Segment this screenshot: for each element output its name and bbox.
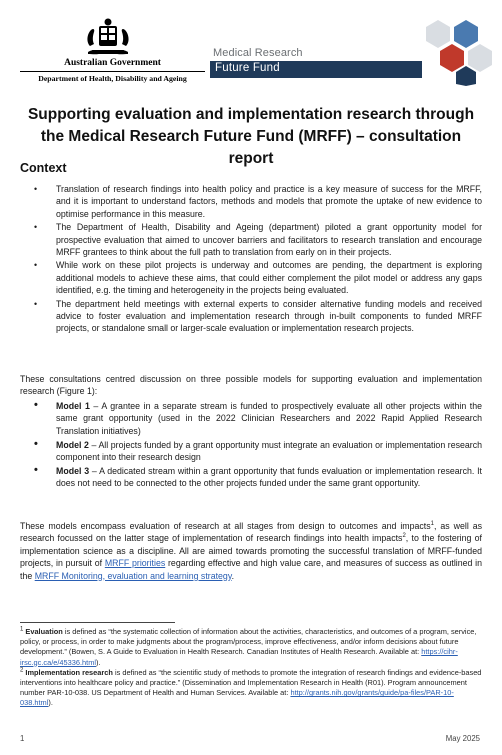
model-label: Model 3	[56, 466, 90, 477]
page-number: 1	[20, 734, 25, 743]
list-item: • Model 1 – A grantee in a separate stream is funded to prospectively evaluate all other projects within the same grant opportunity (used in the 2022 Clinician Researchers and 2022 Rapid Applied Research Translation initiatives)	[34, 399, 482, 436]
section-heading-context: Context	[20, 161, 67, 175]
consultation-intro-paragraph: These consultations centred discussion on three possible models for supporting evaluation and implementation research (Figure 1):	[20, 374, 482, 397]
divider	[20, 71, 205, 72]
footer-date: May 2025	[445, 734, 480, 743]
footnote-ref[interactable]: 1	[430, 521, 434, 528]
bullet-icon: •	[34, 464, 38, 477]
footnote-divider	[20, 622, 175, 623]
model-label: Model 1	[56, 401, 90, 411]
page-title: Supporting evaluation and implementation research through the Medical Research Future Fund (MRFF) – consultation report	[27, 106, 475, 167]
bullet-icon: •	[34, 437, 38, 450]
bullet-icon: •	[34, 298, 38, 309]
page-header	[0, 0, 502, 90]
bullet-icon: •	[34, 222, 38, 233]
hexagon-logo-icon	[410, 18, 494, 86]
mrff-logo-line1: Medical Research	[213, 47, 303, 59]
coat-of-arms-icon	[82, 16, 134, 56]
bullet-icon: •	[34, 399, 38, 411]
list-item: • Translation of research findings into health policy and practice is a key measure of success for the MRFF, and it is important to understand factors, methods and models that promote the uptake of new evidence to optimise performance in this measure.	[34, 184, 482, 219]
department-name: Department of Health, Disability and Ageing	[38, 74, 187, 83]
bullet-icon: •	[34, 260, 38, 271]
mrff-logo-line2: Future Fund	[215, 62, 280, 74]
models-bullet-list	[20, 400, 482, 491]
list-item: • While work on these pilot projects is underway and outcomes are pending, the department is exploring additional models to achieve these aims, that could either complement the pilot model or address any gaps identified, e.g. the timing and heterogeneity in the projects being evaluated.	[34, 260, 482, 296]
models-paragraph: These models encompass evaluation of research at all stages from design to outcomes and impacts$^1$, as well as research focussed on the latter stage of implementation of research findings into health impacts$^2$, to the fostering of implementation science as a discipline. All are aimed towards promoting the successful translation of MRFF-funded projects, in pursuit of MRFF priorities regarding effective and high value care, and measures of success as outlined in the MRFF Monitoring, evaluation and learning strategy.	[20, 521, 482, 581]
footnote: $^2$ Implementation research is defined as “the scientific study of methods to promote the integration of research findings and evidence-based interventions into healthcare policy and practice.” (Dissemination and Implementation Research in Health (R01). Program announcement number PAR-10-038. US Department of Health and Human Services. Available at: http://grants.nih.gov/grants/guide/pa-files/PAR-10-038.html).	[20, 667, 482, 708]
footnote: $^1$ Evaluation is defined as “the systematic collection of information about the activities, characteristics, and outcomes of a program, service, policy, or process, in order to make judgments about the program/process, improve effectiveness, and/or inform decisions about future development.” (Bowen, S. A Guide to Evaluation in Health Research. Canadian Institutes of Health Research. Available at: https://cihr-irsc.gc.ca/e/45336.html).	[20, 626, 477, 667]
footnotes	[20, 627, 482, 709]
footnote-link[interactable]: https://cihr-irsc.gc.ca/e/45336.html	[20, 647, 458, 667]
mrff-strategy-link[interactable]: MRFF Monitoring, evaluation and learning strategy	[34, 570, 232, 581]
list-item: • Model 2 – All projects funded by a grant opportunity must integrate an evaluation or implementation research component into their research design	[34, 437, 483, 463]
context-bullet-list	[20, 183, 482, 336]
government-name: Australian Government	[64, 58, 161, 68]
list-item: • Model 3 – A dedicated stream within a grant opportunity that funds evaluation or implementation research. It does not need to be connected to the other projects funded under the same grant opportunity.	[34, 464, 482, 489]
list-item: • The Department of Health, Disability and Ageing (department) piloted a grant opportunity model for prospective evaluation that aimed to uncover barriers and facilitators to research translation and encourage MRFF grantees to think about the full path to translation from early on in their projects.	[34, 222, 482, 258]
model-label: Model 2	[56, 439, 89, 450]
mrff-priorities-link[interactable]: MRFF priorities	[104, 558, 166, 569]
bullet-icon: •	[34, 184, 38, 194]
list-item: • The department held meetings with external experts to consider alternative funding models and received advice to foster evaluation and implementation research through in-built components to funded MRFF projects, or standalone small or larger-scale evaluation or implementation research projects.	[34, 298, 482, 334]
footnote-link[interactable]: http://grants.nih.gov/grants/guide/pa-files/PAR-10-038.html	[20, 688, 454, 708]
footnote-ref[interactable]: 2	[402, 533, 406, 540]
